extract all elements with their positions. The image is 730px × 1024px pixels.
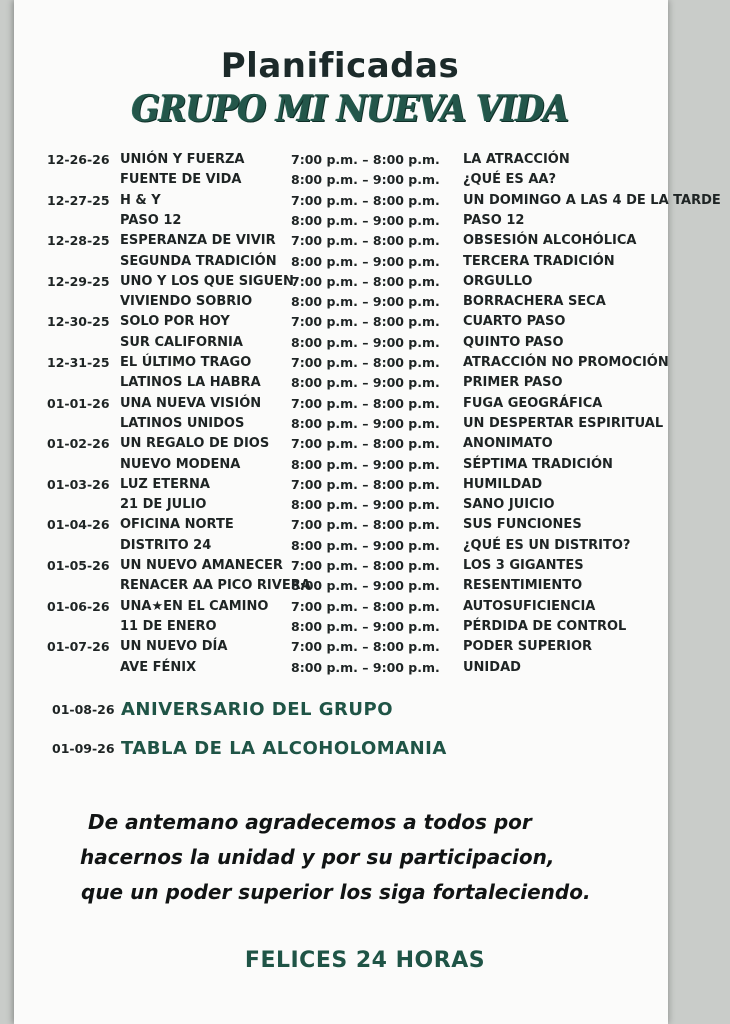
row-group: UN REGALO DE DIOS (120, 436, 270, 452)
row-time: 7:00 p.m. – 8:00 p.m. (291, 233, 440, 249)
schedule-row (0, 394, 680, 414)
row-time: 8:00 p.m. – 9:00 p.m. (291, 578, 440, 594)
closing-greeting: FELICES 24 HORAS (244, 948, 486, 973)
row-group: UNA★EN EL CAMINO (120, 598, 269, 614)
row-topic: SÉPTIMA TRADICIÓN (463, 456, 613, 472)
row-group: UNIÓN Y FUERZA (120, 152, 245, 167)
row-group: AVE FÉNIX (120, 659, 197, 675)
row-date: 12-30-25 (47, 314, 110, 330)
group-name-heading: GRUPO MI NUEVA VIDA (131, 88, 569, 130)
row-topic: RESENTIMIENTO (463, 578, 583, 594)
row-group: 11 DE ENERO (120, 618, 217, 634)
row-time: 8:00 p.m. – 9:00 p.m. (291, 334, 440, 350)
row-topic: PODER SUPERIOR (463, 639, 593, 655)
row-topic: ATRACCIÓN NO PROMOCIÓN (463, 355, 669, 370)
row-topic: BORRACHERA SECA (463, 294, 606, 310)
row-group: OFICINA NORTE (120, 517, 234, 533)
row-date: 01-04-26 (47, 517, 110, 533)
schedule-row (0, 556, 680, 576)
row-group: UNA NUEVA VISIÓN (120, 395, 262, 411)
row-group: LUZ ETERNA (120, 476, 210, 492)
schedule-row (0, 150, 680, 170)
row-topic: SUS FUNCIONES (463, 517, 582, 533)
schedule-row (0, 231, 680, 251)
row-time: 7:00 p.m. – 8:00 p.m. (291, 558, 440, 573)
row-topic: UN DOMINGO A LAS 4 DE LA TARDE (463, 192, 721, 208)
row-group: EL ÚLTIMO TRAGO (120, 355, 252, 370)
row-time: 8:00 p.m. – 9:00 p.m. (291, 456, 440, 472)
row-topic: TERCERA TRADICIÓN (463, 253, 615, 269)
page-title: Planificadas (220, 46, 460, 86)
special-row (0, 697, 680, 723)
schedule-row (0, 495, 680, 515)
row-time: 8:00 p.m. – 9:00 p.m. (291, 172, 440, 188)
row-group: UNO Y LOS QUE SIGUEN (120, 273, 294, 289)
row-time: 8:00 p.m. – 9:00 p.m. (291, 497, 440, 513)
row-time: 7:00 p.m. – 8:00 p.m. (291, 598, 440, 614)
thanks-line: que un poder superior los siga fortaleciendo. (81, 880, 591, 904)
row-topic: SANO JUICIO (463, 497, 555, 513)
row-group: SUR CALIFORNIA (120, 334, 243, 350)
row-time: 7:00 p.m. – 8:00 p.m. (291, 152, 440, 167)
row-time: 7:00 p.m. – 8:00 p.m. (291, 476, 440, 492)
schedule-row (0, 170, 680, 190)
row-date: 12-26-26 (47, 152, 110, 167)
row-group: H & Y (120, 192, 161, 208)
row-topic: CUARTO PASO (463, 314, 566, 330)
row-time: 8:00 p.m. – 9:00 p.m. (291, 415, 440, 431)
row-topic: PÉRDIDA DE CONTROL (463, 618, 627, 634)
special-date: 01-08-26 (52, 702, 115, 717)
row-time: 7:00 p.m. – 8:00 p.m. (291, 314, 440, 330)
row-topic: HUMILDAD (463, 476, 543, 492)
row-topic: PRIMER PASO (463, 375, 563, 391)
row-topic: AUTOSUFICIENCIA (463, 598, 596, 614)
row-group: DISTRITO 24 (120, 537, 212, 553)
row-group: FUENTE DE VIDA (120, 172, 242, 188)
row-topic: OBSESIÓN ALCOHÓLICA (463, 233, 637, 249)
row-date: 12-29-25 (47, 273, 110, 289)
schedule-row (0, 536, 680, 556)
row-time: 7:00 p.m. – 8:00 p.m. (291, 639, 440, 655)
row-date: 01-06-26 (47, 598, 110, 614)
row-topic: UN DESPERTAR ESPIRITUAL (463, 415, 664, 431)
row-topic: ANONIMATO (463, 436, 553, 452)
schedule-row (0, 333, 680, 353)
schedule-row (0, 191, 721, 211)
row-group: UN NUEVO DÍA (120, 639, 228, 655)
row-date: 01-02-26 (47, 436, 110, 452)
schedule-row (0, 658, 680, 678)
row-group: LATINOS UNIDOS (120, 415, 245, 431)
thanks-line: De antemano agradecemos a todos por (88, 810, 532, 834)
row-time: 8:00 p.m. – 9:00 p.m. (291, 537, 440, 553)
schedule-row (0, 373, 680, 393)
schedule-row (0, 515, 680, 535)
row-date: 12-28-25 (47, 233, 110, 249)
special-row (0, 736, 680, 762)
schedule-row (0, 272, 680, 292)
row-time: 8:00 p.m. – 9:00 p.m. (291, 212, 440, 228)
row-topic: LA ATRACCIÓN (463, 152, 570, 167)
row-date: 01-05-26 (47, 558, 110, 573)
row-time: 8:00 p.m. – 9:00 p.m. (291, 294, 440, 310)
row-time: 7:00 p.m. – 8:00 p.m. (291, 192, 440, 208)
row-time: 7:00 p.m. – 8:00 p.m. (291, 273, 440, 289)
schedule-row (0, 292, 680, 312)
row-group: UN NUEVO AMANECER (120, 558, 283, 573)
schedule-row (0, 637, 680, 657)
row-topic: UNIDAD (463, 659, 521, 675)
row-time: 7:00 p.m. – 8:00 p.m. (291, 355, 440, 370)
row-time: 8:00 p.m. – 9:00 p.m. (291, 253, 440, 269)
row-topic: PASO 12 (463, 212, 525, 228)
schedule-row (0, 312, 680, 332)
special-label: TABLA DE LA ALCOHOLOMANIA (121, 738, 447, 759)
row-topic: ¿QUÉ ES UN DISTRITO? (463, 537, 631, 553)
row-date: 12-27-25 (47, 192, 110, 208)
row-topic: QUINTO PASO (463, 334, 564, 350)
row-group: RENACER AA PICO RIVERA (120, 578, 311, 594)
special-date: 01-09-26 (52, 741, 115, 756)
thanks-line: hacernos la unidad y por su participacion, (80, 845, 555, 869)
schedule-row (0, 475, 680, 495)
schedule-row (0, 414, 680, 434)
row-time: 7:00 p.m. – 8:00 p.m. (291, 436, 440, 452)
special-label: ANIVERSARIO DEL GRUPO (121, 699, 394, 720)
row-group: PASO 12 (120, 212, 182, 228)
schedule-row (0, 617, 680, 637)
row-group: NUEVO MODENA (120, 456, 241, 472)
row-group: 21 DE JULIO (120, 497, 207, 513)
row-date: 01-03-26 (47, 476, 110, 492)
row-topic: FUGA GEOGRÁFICA (463, 395, 603, 411)
row-date: 12-31-25 (47, 355, 110, 370)
row-group: LATINOS LA HABRA (120, 375, 261, 391)
schedule-row (0, 455, 680, 475)
schedule-row (0, 211, 680, 231)
row-group: SEGUNDA TRADICIÓN (120, 253, 277, 269)
row-topic: LOS 3 GIGANTES (463, 558, 584, 573)
schedule-row (0, 353, 680, 373)
schedule-row (0, 597, 680, 617)
row-time: 8:00 p.m. – 9:00 p.m. (291, 659, 440, 675)
row-group: ESPERANZA DE VIVIR (120, 233, 276, 249)
schedule-row (0, 434, 680, 454)
row-time: 8:00 p.m. – 9:00 p.m. (291, 618, 440, 634)
row-date: 01-07-26 (47, 639, 110, 655)
row-date: 01-01-26 (47, 395, 110, 411)
row-group: VIVIENDO SOBRIO (120, 294, 253, 310)
row-time: 7:00 p.m. – 8:00 p.m. (291, 517, 440, 533)
row-time: 7:00 p.m. – 8:00 p.m. (291, 395, 440, 411)
thank-you-message (78, 805, 658, 910)
row-topic: ORGULLO (463, 273, 533, 289)
schedule-row (0, 576, 680, 596)
row-time: 8:00 p.m. – 9:00 p.m. (291, 375, 440, 391)
schedule-row (0, 252, 680, 272)
row-topic: ¿QUÉ ES AA? (463, 172, 556, 188)
row-group: SOLO POR HOY (120, 314, 230, 330)
